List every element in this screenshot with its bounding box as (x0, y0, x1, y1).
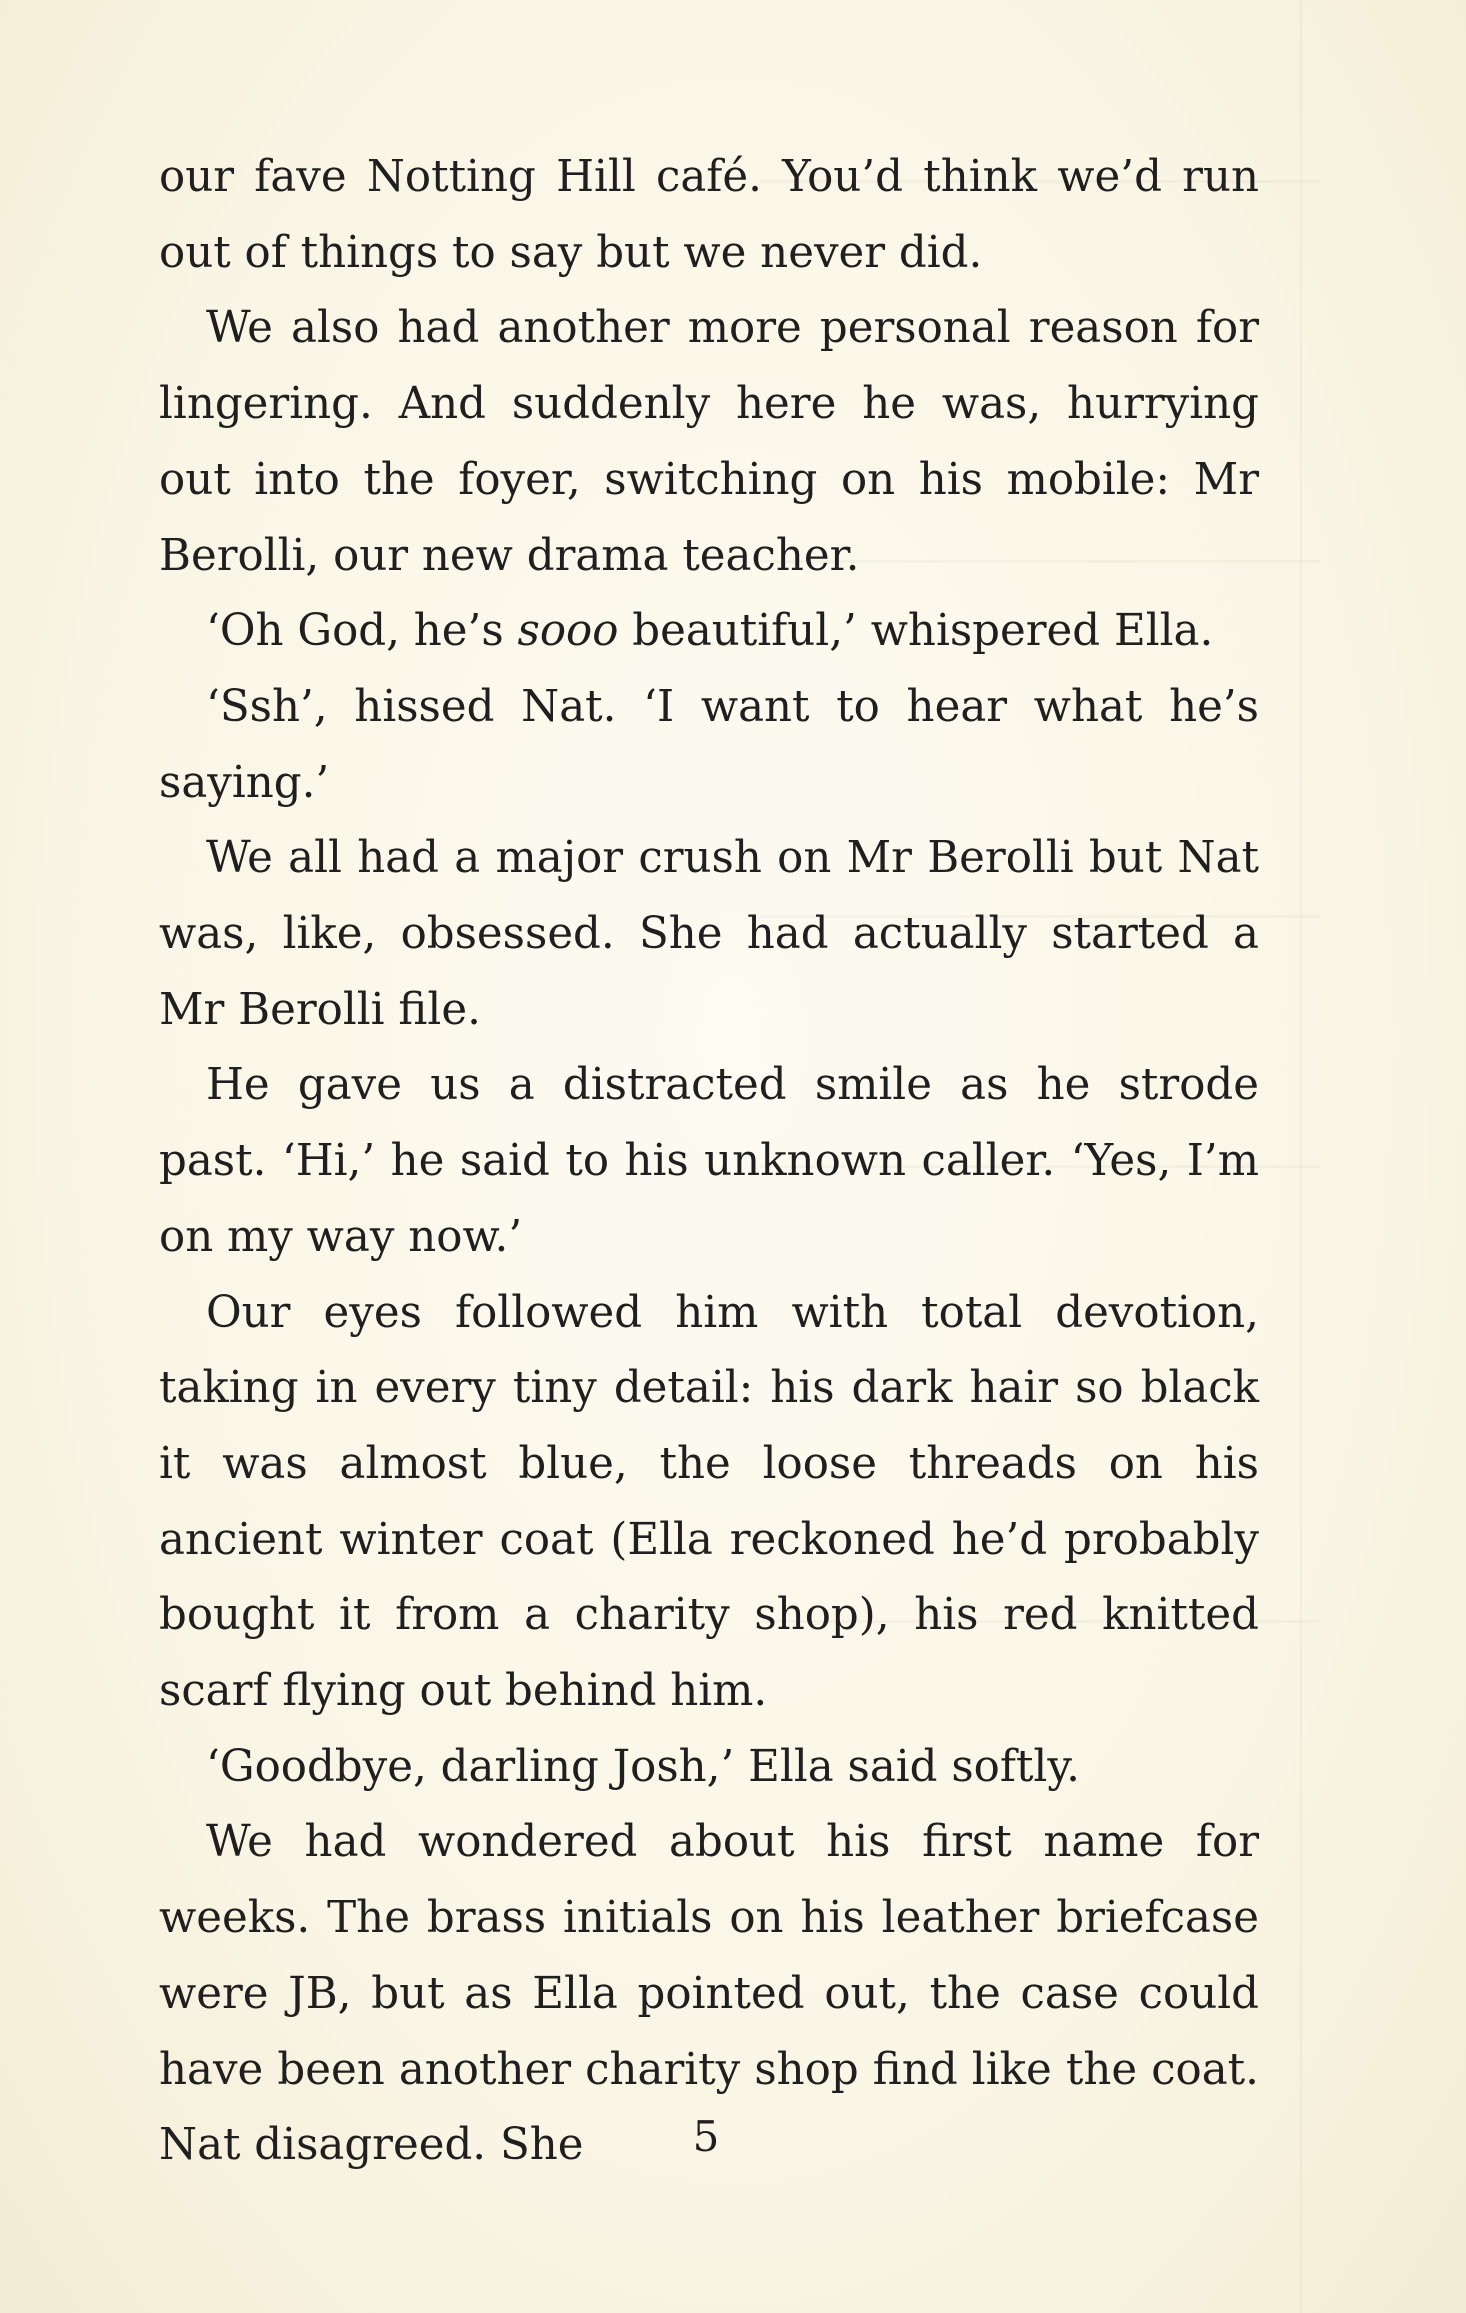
paragraph-3 (159, 594, 1259, 670)
paragraph-2: We also had another more personal reason for lingering. And suddenly here he was, hurrying out into the foyer, switching on his mobile: Mr Berolli, our new drama teacher. (159, 303, 1259, 581)
paragraph-8: ‘Goodbye, darling Josh,’ Ella said softly. (206, 1741, 1080, 1792)
paragraph-3-start: ‘Oh God, he’s (206, 606, 518, 657)
paragraph-3-end: beautiful,’ whispered Ella. (618, 606, 1214, 657)
page-number: 5 (692, 2112, 720, 2161)
paragraph-5: We all had a major crush on Mr Berolli but Nat was, like, obsessed. She had actually started a Mr Berolli file. (159, 833, 1259, 1035)
paragraph-1: our fave Notting Hill café. You’d think we’d run out of things to say but we never did. (159, 152, 1259, 278)
paragraph-9: We had wondered about his first name for weeks. The brass initials on his leather briefcase were JB, but as Ella pointed out, the case could have been another charity shop find like the coat. Nat disagreed. She (159, 1817, 1259, 2171)
paragraph-6: He gave us a distracted smile as he strode past. ‘Hi,’ he said to his unknown caller. ‘Yes, I’m on my way now.’ (159, 1060, 1259, 1262)
page-fold-shadow (1300, 0, 1302, 2313)
emphasized-word: sooo (517, 606, 619, 657)
paragraph-7: Our eyes followed him with total devotion, taking in every tiny detail: his dark hair so black it was almost blue, the loose threads on his ancient winter coat (Ella reckoned he’d probably bought it from a charity shop), his red knitted scarf flying out behind him. (159, 1287, 1259, 1717)
body-text (159, 140, 1259, 2184)
paragraph-4: ‘Ssh’, hissed Nat. ‘I want to hear what he’s saying.’ (159, 681, 1259, 808)
